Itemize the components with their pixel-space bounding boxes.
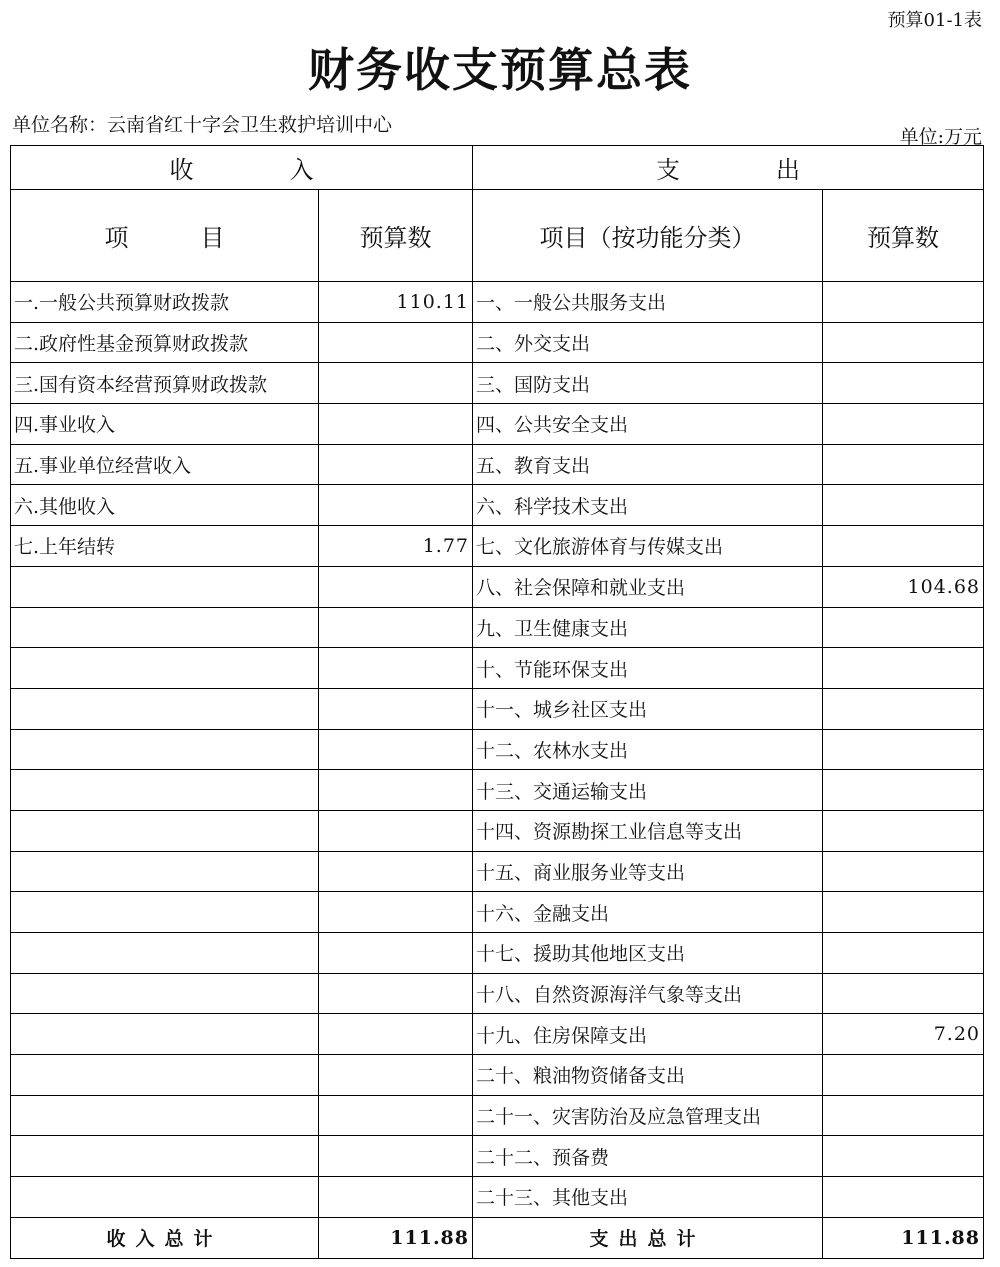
income-amount-cell [319, 1014, 473, 1055]
expense-item-cell: 十五、商业服务业等支出 [473, 851, 823, 892]
table-row [11, 404, 984, 445]
table-row [11, 810, 984, 851]
table-row [11, 688, 984, 729]
income-item-cell [11, 688, 319, 729]
expense-amount-cell [823, 363, 984, 404]
expense-amount-cell [823, 1177, 984, 1218]
expense-total-amount: 111.88 [823, 1217, 984, 1258]
income-item-cell [11, 851, 319, 892]
expense-item-cell: 五、教育支出 [473, 444, 823, 485]
expense-item-cell: 九、卫生健康支出 [473, 607, 823, 648]
table-row [11, 1014, 984, 1055]
income-item-cell [11, 1095, 319, 1136]
income-item-cell [11, 810, 319, 851]
income-amount-cell [319, 363, 473, 404]
table-row [11, 1095, 984, 1136]
expense-amount-cell [823, 770, 984, 811]
income-item-cell [11, 566, 319, 607]
income-item-cell [11, 973, 319, 1014]
section-header-row [11, 146, 984, 190]
expense-item-cell: 十二、农林水支出 [473, 729, 823, 770]
income-item-cell [11, 770, 319, 811]
expense-item-cell: 十、节能环保支出 [473, 648, 823, 689]
income-amount-cell: 1.77 [319, 526, 473, 567]
expense-amount-cell [823, 1095, 984, 1136]
income-section-header: 收 入 [11, 146, 473, 190]
expense-amount-cell [823, 648, 984, 689]
table-row [11, 851, 984, 892]
income-amount-cell [319, 1095, 473, 1136]
expense-item-cell: 三、国防支出 [473, 363, 823, 404]
expense-section-header: 支 出 [473, 146, 984, 190]
expense-item-cell: 四、公共安全支出 [473, 404, 823, 445]
expense-item-cell: 二、外交支出 [473, 322, 823, 363]
expense-amount-cell: 7.20 [823, 1014, 984, 1055]
expense-amount-cell: 104.68 [823, 566, 984, 607]
income-item-cell: 二.政府性基金预算财政拨款 [11, 322, 319, 363]
expense-amount-cell [823, 933, 984, 974]
income-item-cell [11, 729, 319, 770]
expense-item-cell: 十三、交通运输支出 [473, 770, 823, 811]
expense-item-cell: 十九、住房保障支出 [473, 1014, 823, 1055]
expense-amount-cell [823, 810, 984, 851]
income-amount-header: 预算数 [319, 190, 473, 282]
income-amount-cell [319, 322, 473, 363]
expense-item-cell: 二十一、灾害防治及应急管理支出 [473, 1095, 823, 1136]
budget-summary-table [10, 145, 984, 1259]
expense-amount-cell [823, 973, 984, 1014]
expense-amount-cell [823, 607, 984, 648]
income-item-cell: 一.一般公共预算财政拨款 [11, 282, 319, 323]
table-row [11, 485, 984, 526]
income-amount-cell [319, 1177, 473, 1218]
expense-item-cell: 十一、城乡社区支出 [473, 688, 823, 729]
table-row [11, 973, 984, 1014]
income-item-cell [11, 648, 319, 689]
currency-unit: 单位:万元 [899, 126, 982, 148]
expense-item-cell: 二十三、其他支出 [473, 1177, 823, 1218]
income-amount-cell [319, 933, 473, 974]
income-item-cell: 六.其他收入 [11, 485, 319, 526]
income-item-header: 项 目 [11, 190, 319, 282]
income-item-cell: 七.上年结转 [11, 526, 319, 567]
income-item-cell [11, 1055, 319, 1096]
income-amount-cell [319, 729, 473, 770]
form-code: 预算01-1表 [887, 10, 982, 31]
expense-item-header: 项目（按功能分类） [473, 190, 823, 282]
table-row [11, 607, 984, 648]
page-title: 财务收支预算总表 [308, 43, 692, 97]
expense-amount-cell [823, 688, 984, 729]
table-row [11, 770, 984, 811]
income-amount-cell [319, 648, 473, 689]
income-amount-cell [319, 688, 473, 729]
expense-amount-cell [823, 282, 984, 323]
income-amount-cell [319, 404, 473, 445]
expense-item-cell: 八、社会保障和就业支出 [473, 566, 823, 607]
table-row [11, 1177, 984, 1218]
income-amount-cell: 110.11 [319, 282, 473, 323]
income-amount-cell [319, 1136, 473, 1177]
table-row [11, 1136, 984, 1177]
totals-row [11, 1217, 984, 1258]
expense-item-cell: 十六、金融支出 [473, 892, 823, 933]
table-row [11, 892, 984, 933]
income-item-cell: 三.国有资本经营预算财政拨款 [11, 363, 319, 404]
expense-amount-cell [823, 729, 984, 770]
income-amount-cell [319, 607, 473, 648]
table-row [11, 1055, 984, 1096]
expense-amount-cell [823, 892, 984, 933]
income-item-cell: 四.事业收入 [11, 404, 319, 445]
table-row [11, 526, 984, 567]
table-row [11, 444, 984, 485]
table-row [11, 933, 984, 974]
income-amount-cell [319, 851, 473, 892]
expense-item-cell: 十四、资源勘探工业信息等支出 [473, 810, 823, 851]
expense-amount-cell [823, 444, 984, 485]
expense-item-cell: 七、文化旅游体育与传媒支出 [473, 526, 823, 567]
expense-amount-cell [823, 322, 984, 363]
expense-item-cell: 十七、援助其他地区支出 [473, 933, 823, 974]
income-item-cell: 五.事业单位经营收入 [11, 444, 319, 485]
expense-amount-header: 预算数 [823, 190, 984, 282]
table-row [11, 282, 984, 323]
income-amount-cell [319, 485, 473, 526]
income-amount-cell [319, 1055, 473, 1096]
table-row [11, 566, 984, 607]
income-total-amount: 111.88 [319, 1217, 473, 1258]
expense-item-cell: 十八、自然资源海洋气象等支出 [473, 973, 823, 1014]
income-item-cell [11, 1014, 319, 1055]
income-amount-cell [319, 892, 473, 933]
income-amount-cell [319, 810, 473, 851]
expense-amount-cell [823, 1136, 984, 1177]
income-amount-cell [319, 444, 473, 485]
expense-item-cell: 六、科学技术支出 [473, 485, 823, 526]
expense-amount-cell [823, 1055, 984, 1096]
expense-amount-cell [823, 526, 984, 567]
expense-total-label: 支出总计 [473, 1217, 823, 1258]
income-total-label: 收入总计 [11, 1217, 319, 1258]
income-item-cell [11, 892, 319, 933]
table-row [11, 322, 984, 363]
income-item-cell [11, 1177, 319, 1218]
unit-name: 单位名称：云南省红十字会卫生救护培训中心 [12, 114, 393, 136]
income-amount-cell [319, 973, 473, 1014]
income-item-cell [11, 607, 319, 648]
expense-amount-cell [823, 485, 984, 526]
table-row [11, 363, 984, 404]
expense-item-cell: 二十二、预备费 [473, 1136, 823, 1177]
income-item-cell [11, 933, 319, 974]
table-row [11, 648, 984, 689]
expense-amount-cell [823, 851, 984, 892]
income-amount-cell [319, 770, 473, 811]
income-item-cell [11, 1136, 319, 1177]
expense-amount-cell [823, 404, 984, 445]
expense-item-cell: 二十、粮油物资储备支出 [473, 1055, 823, 1096]
income-amount-cell [319, 566, 473, 607]
expense-item-cell: 一、一般公共服务支出 [473, 282, 823, 323]
column-header-row [11, 190, 984, 282]
table-row [11, 729, 984, 770]
